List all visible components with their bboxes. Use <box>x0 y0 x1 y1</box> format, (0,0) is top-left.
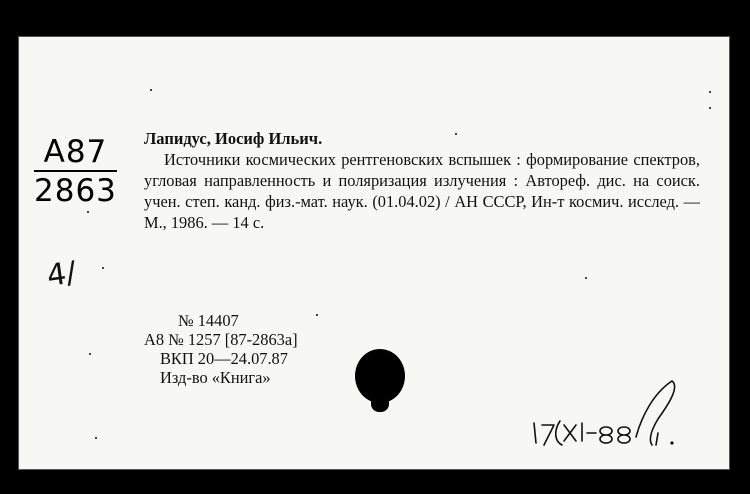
paper-speck <box>455 133 457 135</box>
call-number <box>34 134 117 209</box>
paper-speck <box>709 107 711 109</box>
punch-hole-stem <box>371 392 389 412</box>
handwritten-signature <box>524 375 684 447</box>
paper-speck <box>95 437 97 439</box>
registration-block <box>144 311 298 387</box>
author-heading: Лапидус, Иосиф Ильич. <box>144 129 323 148</box>
paper-speck <box>87 211 89 213</box>
paper-speck <box>89 353 91 355</box>
publisher-line: Изд-во «Книга» <box>160 368 271 387</box>
paper-speck <box>709 91 711 93</box>
shelf-mark: А8 № 1257 [87-2863а] <box>144 330 298 349</box>
vkp-line: ВКП 20—24.07.87 <box>160 349 288 368</box>
registration-number: № 14407 <box>178 311 239 330</box>
paper-speck <box>316 314 318 316</box>
handwritten-mark: 4/ <box>44 255 79 294</box>
call-number-bottom: 2863 <box>34 173 117 209</box>
paper-speck <box>102 267 104 269</box>
call-number-top: A87 <box>34 137 117 172</box>
catalog-card <box>18 36 730 470</box>
entry-description: Источники космических рентгеновских вспышек : формирование спектров, угловая направленность и поляризация излучения : Автореф. дис. на соиск. учен. степ. канд. физ.-мат. наук. (01.04.02) / АН СССР, Ин-т космич. исслед. — М., 1986. — 14 с. <box>144 150 700 232</box>
paper-speck <box>585 277 587 279</box>
paper-speck <box>150 89 152 91</box>
bibliographic-entry <box>144 128 700 233</box>
